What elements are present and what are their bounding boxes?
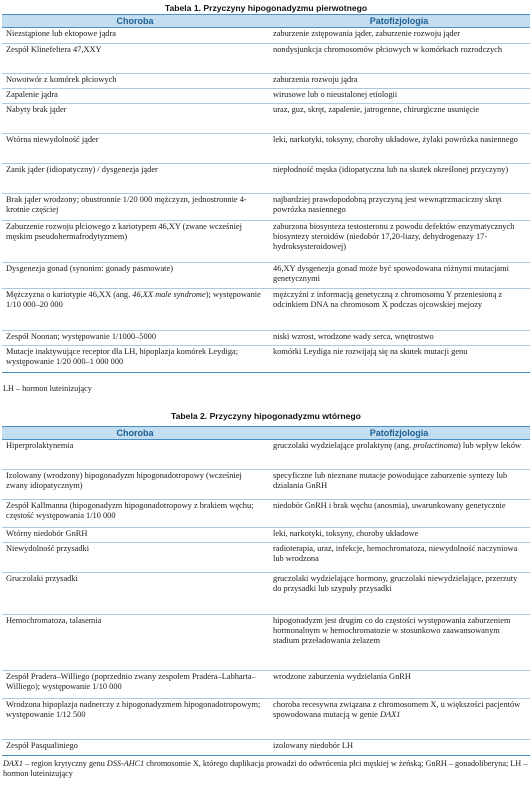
table2 [2, 426, 530, 756]
pathophysiology-cell: gruczolaki wydzielające prolaktynę (ang. prolactinoma) lub wpływ leków [268, 440, 530, 470]
table-row [2, 289, 530, 331]
pathophysiology-cell: 46,XY dysgenezja gonad może być spowodowana różnymi mutacjami genetycznymi [268, 263, 530, 289]
pathophysiology-cell: wirusowe lub o nieustalonej etiologii [268, 89, 530, 104]
disease-cell: Wtórna niewydolność jąder [2, 134, 268, 164]
pathophysiology-cell: najbardziej prawdopodobną przyczyną jest wewnątrzmaciczny skręt powrózka nasiennego [268, 194, 530, 221]
table-row [2, 615, 530, 671]
disease-cell: Wrodzona hipoplazja nadnerczy z hipogonadyzmem hipogonadotropowym; występowanie 1/12 500 [2, 699, 268, 740]
disease-cell: Izolowany (wrodzony) hipogonadyzm hipogonadotropowy (wcześniej zwany idiopatycznym) [2, 470, 268, 500]
disease-cell: Nowotwór z komórek płciowych [2, 74, 268, 89]
table-row [2, 500, 530, 528]
disease-cell: Zespół Pasqualiniego [2, 740, 268, 756]
table1-header-disease: Choroba [2, 15, 268, 28]
pathophysiology-cell: zaburzenia rozwoju jądra [268, 74, 530, 89]
disease-cell: Zespół Klinefeltera 47,XXY [2, 44, 268, 74]
disease-cell: Zapalenie jądra [2, 89, 268, 104]
table-row [2, 44, 530, 74]
disease-cell: Hiperprolaktynemia [2, 440, 268, 470]
disease-cell: Wtórny niedobór GnRH [2, 528, 268, 543]
pathophysiology-cell: mężczyźni z informacją genetyczną z chromosomu Y przeniesioną z odcinkiem DNA na chromosom X podczas ojcowskiej mejozy [268, 289, 530, 331]
disease-cell: Niezstąpione lub ektopowe jądra [2, 28, 268, 44]
disease-cell: Mężczyzna o kariotypie 46,XX (ang. 46,XX male syndrome); występowanie 1/10 000–20 000 [2, 289, 268, 331]
pathophysiology-cell: gruczolaki wydzielające hormony, gruczolaki niewydzielające, przerzuty do przysadki lub szypuły przysadki [268, 573, 530, 615]
table2-header-pathophysiology: Patofizjologia [268, 427, 530, 440]
disease-cell: Zanik jąder (idiopatyczny) / dysgenezja jąder [2, 164, 268, 194]
pathophysiology-cell: izolowany niedobór LH [268, 740, 530, 756]
pathophysiology-cell: radioterapia, uraz, infekcje, hemochromatoza, niewydolność naczyniowa lub wrodzona [268, 543, 530, 573]
pathophysiology-cell: niedobór GnRH i brak węchu (anosmia), uwarunkowany genetycznie [268, 500, 530, 528]
disease-cell: Brak jąder wrodzony; obustronnie 1/20 000 mężczyzn, jednostronnie 4-krotnie częściej [2, 194, 268, 221]
table-row [2, 440, 530, 470]
pathophysiology-cell: zaburzenie zstępowania jąder, zaburzenie rozwoju jąder [268, 28, 530, 44]
table2-footnote: DAX1 – region krytyczny genu DSS-AHC1 chromosomie X, którego duplikacja prowadzi do odwrócenia płci męskiej w żeńską; GnRH – gonadoliberyna; LH – hormon luteinizujący [3, 759, 528, 778]
table1 [2, 14, 530, 373]
table2-header-row [2, 427, 530, 440]
table2-caption: Tabela 2. Przyczyny hipogonadyzmu wtórnego [171, 411, 361, 421]
disease-cell: Mutacje inaktywujące receptor dla LH, hipoplazja komórek Leydiga; występowanie 1/20 000–1 000 000 [2, 346, 268, 373]
disease-cell: Zespół Kallmanna (hipogonadyzm hipogonadotropowy z brakiem węchu; częstość występowania 1/10 000 [2, 500, 268, 528]
pathophysiology-cell: zaburzona biosynteza testosteronu z powodu defektów enzymatycznych biosyntezy steroidów (niedobór 17,20-liazy, dehydrogenazy 17-hydroksysteroidowej) [268, 221, 530, 263]
table-row [2, 134, 530, 164]
pathophysiology-cell: uraz, guz, skręt, zapalenie, jatrogenne, chirurgiczne usunięcie [268, 104, 530, 134]
disease-cell: Zespół Pradera–Williego (poprzednio zwany zespołem Pradera–Labharta–Williego); występowanie 1/10 000 [2, 671, 268, 699]
pathophysiology-cell: nondysjunkcja chromosomów płciowych w komórkach rozrodczych [268, 44, 530, 74]
table-row [2, 28, 530, 44]
disease-cell: Hemochromatoza, talasemia [2, 615, 268, 671]
table-row [2, 194, 530, 221]
table-row [2, 89, 530, 104]
table-row [2, 331, 530, 346]
table-row [2, 671, 530, 699]
table-row [2, 263, 530, 289]
table-row [2, 699, 530, 740]
pathophysiology-cell: leki, narkotyki, toksyny, choroby układowe, żylaki powrózka nasiennego [268, 134, 530, 164]
table1-caption: Tabela 1. Przyczyny hipogonadyzmu pierwotnego [164, 3, 368, 13]
pathophysiology-cell: niepłodność męska (idiopatyczna lub na skutek określonej przyczyny) [268, 164, 530, 194]
disease-cell: Zaburzenie rozwoju płciowego z kariotypem 46,XY (zwane wcześniej męskim pseudohermafrodytyzmem) [2, 221, 268, 263]
pathophysiology-cell: leki, narkotyki, toksyny, choroby układowe [268, 528, 530, 543]
table-row [2, 221, 530, 263]
table-row [2, 164, 530, 194]
pathophysiology-cell: choroba recesywna związana z chromosomem X, u większości pacjentów spowodowana mutacją w genie DAX1 [268, 699, 530, 740]
disease-cell: Niewydolność przysadki [2, 543, 268, 573]
table-row [2, 104, 530, 134]
table-row [2, 543, 530, 573]
pathophysiology-cell: specyficzne lub nieznane mutacje powodujące zaburzenie syntezy lub działania GnRH [268, 470, 530, 500]
disease-cell: Zespół Noonan; występowanie 1/1000–5000 [2, 331, 268, 346]
table-row [2, 528, 530, 543]
table-row [2, 470, 530, 500]
table-row [2, 740, 530, 756]
table1-header-row [2, 15, 530, 28]
pathophysiology-cell: wrodzone zaburzenia wydzielania GnRH [268, 671, 530, 699]
disease-cell: Gruczolaki przysadki [2, 573, 268, 615]
table-row [2, 346, 530, 373]
table1-footnote: LH – hormon luteinizujący [3, 384, 92, 393]
table2-header-disease: Choroba [2, 427, 268, 440]
table1-header-pathophysiology: Patofizjologia [268, 15, 530, 28]
pathophysiology-cell: komórki Leydiga nie rozwijają się na skutek mutacji genu [268, 346, 530, 373]
disease-cell: Dysgenezja gonad (synonim: gonady pasmowate) [2, 263, 268, 289]
pathophysiology-cell: hipogonadyzm jest drugim co do częstości występowania zaburzeniem hormonalnym w hemochromatozie w stosunkowo zaawansowanym stadium przeładowania żelazem [268, 615, 530, 671]
disease-cell: Nabyty brak jąder [2, 104, 268, 134]
table-row [2, 74, 530, 89]
table-row [2, 573, 530, 615]
pathophysiology-cell: niski wzrost, wrodzone wady serca, wnętrostwo [268, 331, 530, 346]
